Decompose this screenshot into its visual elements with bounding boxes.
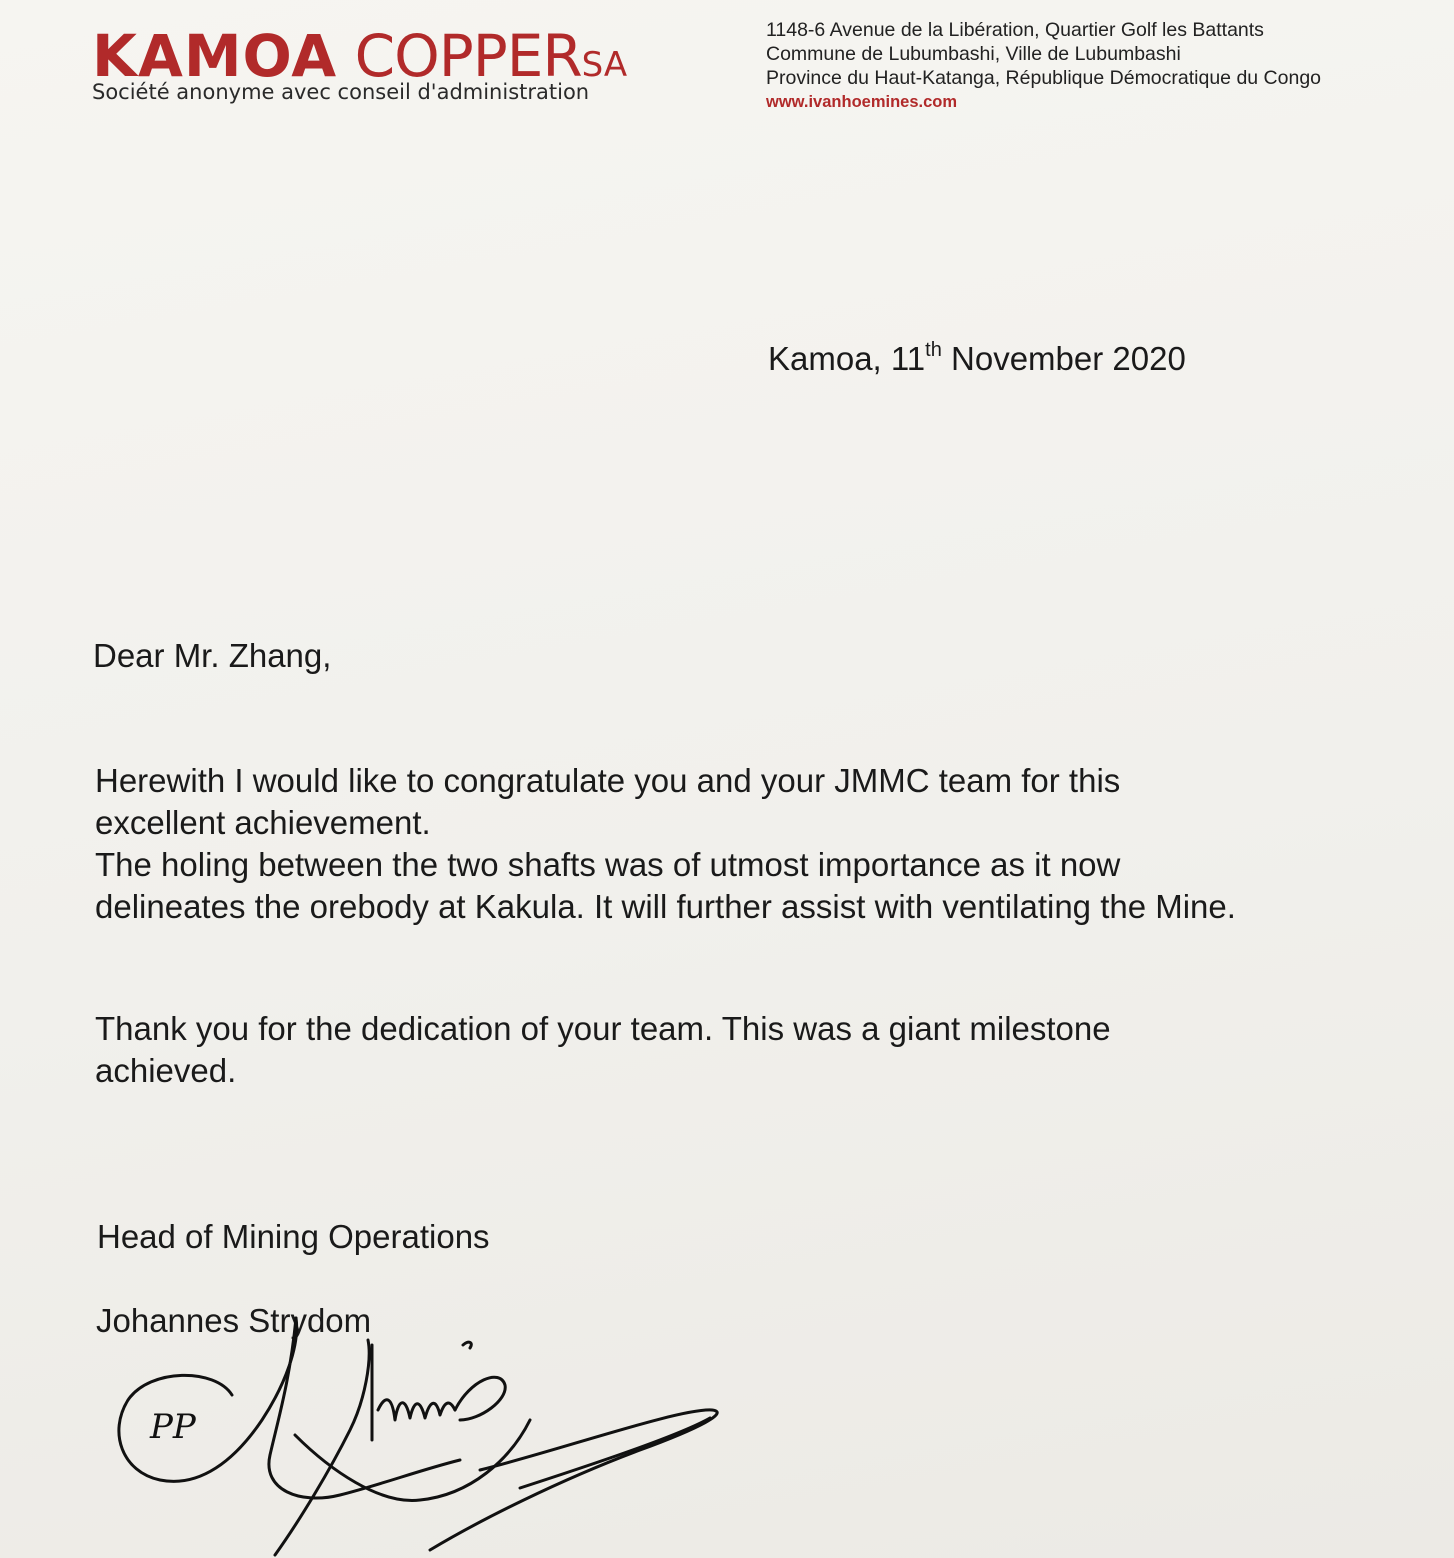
logo-copper: COPPER [337, 22, 582, 90]
salutation: Dear Mr. Zhang, [93, 637, 332, 674]
address-line-2: Commune de Lubumbashi, Ville de Lubumbashi [766, 43, 1181, 65]
logo-kamoa: KAMOA [92, 22, 338, 90]
paragraph-line: excellent achievement. [95, 804, 431, 841]
paragraph-line: Herewith I would like to congratulate you and your JMMC team for this [95, 762, 1121, 799]
logo-sa: SA [581, 45, 628, 85]
paragraph-line: achieved. [95, 1052, 237, 1089]
address-line-3: Province du Haut-Katanga, République Démocratique du Congo [766, 67, 1322, 89]
paragraph-line: Thank you for the dedication of your team. This was a giant milestone [95, 1010, 1111, 1047]
signature-pp-initials: PP [150, 1407, 196, 1447]
signatory-title: Head of Mining Operations [97, 1218, 490, 1255]
date-ordinal: th [925, 339, 942, 361]
company-website-link[interactable]: www.ivanhoemines.com [766, 93, 958, 111]
address-line-1: 1148-6 Avenue de la Libération, Quartier Golf les Battants [766, 19, 1264, 41]
paragraph-line: The holing between the two shafts was of utmost importance as it now [95, 846, 1121, 883]
company-tagline: Société anonyme avec conseil d'administration [92, 80, 590, 104]
paragraph-line: delineates the orebody at Kakula. It will further assist with ventilating the Mine. [95, 888, 1236, 925]
date-rest: November 2020 [941, 340, 1186, 377]
date-prefix: Kamoa, 11 [768, 340, 926, 377]
signatory-name: Johannes Strydom [96, 1302, 372, 1339]
